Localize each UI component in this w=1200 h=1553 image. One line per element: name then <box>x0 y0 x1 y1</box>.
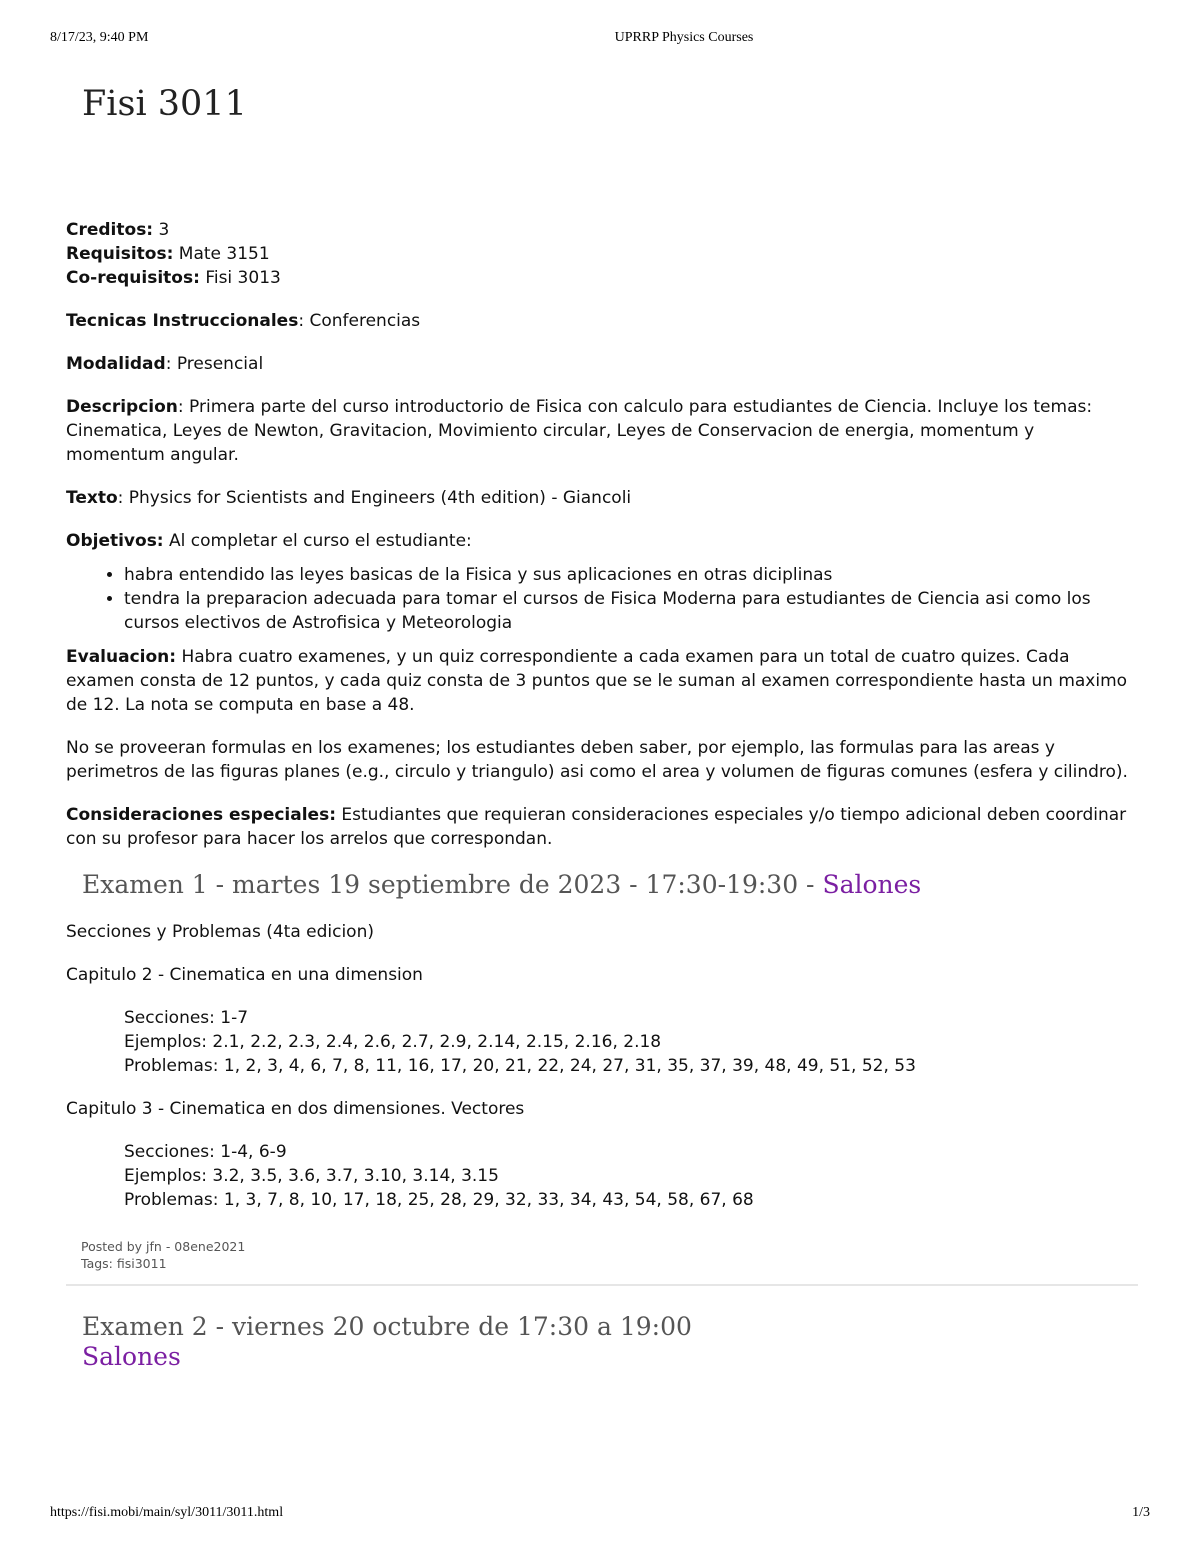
course-info-block <box>66 218 1136 290</box>
chapter-problemas: Problemas: 1, 2, 3, 4, 6, 7, 8, 11, 16, 17, 20, 21, 22, 24, 27, 31, 35, 37, 39, 48, 49, 51, 52, 53 <box>124 1056 916 1076</box>
objetivos-label: Objetivos: <box>66 531 164 551</box>
corequisitos-label: Co-requisitos: <box>66 268 200 288</box>
objetivos-list <box>66 563 1136 635</box>
descripcion-label: Descripcion <box>66 397 178 417</box>
objetivos-row <box>66 529 1136 553</box>
evaluacion-label: Evaluacion: <box>66 647 177 667</box>
print-footer <box>0 1505 1200 1525</box>
print-url: https://fisi.mobi/main/syl/3011/3011.html <box>50 1505 284 1520</box>
chapter-problemas: Problemas: 1, 3, 7, 8, 10, 17, 18, 25, 28, 29, 32, 33, 34, 43, 54, 58, 67, 68 <box>124 1190 754 1210</box>
course-content <box>66 218 1136 1372</box>
divider <box>66 1284 1138 1286</box>
print-datetime: 8/17/23, 9:40 PM <box>50 30 149 45</box>
tecnicas-value: : Conferencias <box>298 311 421 331</box>
requisitos-label: Requisitos: <box>66 244 174 264</box>
page-title: Fisi 3011 <box>82 84 247 124</box>
exam1-intro: Secciones y Problemas (4ta edicion) <box>66 922 374 942</box>
exam2-heading-text: Examen 2 - viernes 20 octubre de 17:30 a 19:00 <box>82 1312 692 1341</box>
objetivos-value: Al completar el curso el estudiante: <box>163 531 472 551</box>
requisitos-value: Mate 3151 <box>178 244 270 264</box>
chapter-title: Capitulo 3 - Cinematica en dos dimensiones. Vectores <box>66 1099 525 1119</box>
texto-value: : Physics for Scientists and Engineers (4th edition) - Giancoli <box>117 488 632 508</box>
exam1-salones-link[interactable]: Salones <box>822 870 922 899</box>
texto-label: Texto <box>66 488 118 508</box>
chapter-details <box>66 1140 1136 1212</box>
post-tags: Tags: fisi3011 <box>81 1256 167 1271</box>
post-meta <box>66 1238 1136 1272</box>
evaluacion-value: Habra cuatro examenes, y un quiz correspondiente a cada examen para un total de cuatro quizes. Cada examen consta de 12 puntos, y cada quiz consta de 3 puntos que se le suman al examen correspondiente hasta un maximo de 12. La nota se computa en base a 48. <box>66 647 1128 715</box>
consideraciones-label: Consideraciones especiales: <box>66 805 337 825</box>
descripcion-value: : Primera parte del curso introductorio de Fisica con calculo para estudiantes de Ciencia. Incluye los temas: Cinematica, Leyes de Newton, Gravitacion, Movimiento circular, Leyes de Conservacion de energia, momentum y momentum angular. <box>66 397 1093 465</box>
consideraciones-row <box>66 803 1136 851</box>
print-page-number: 1/3 <box>1132 1505 1150 1520</box>
chapter-details <box>66 1006 1136 1078</box>
chapter-secciones: Secciones: 1-4, 6-9 <box>124 1142 287 1162</box>
modalidad-value: : Presencial <box>165 354 264 374</box>
formulas-note: No se proveeran formulas en los examenes; los estudiantes deben saber, por ejemplo, las formulas para las areas y perimetros de las figuras planes (e.g., circulo y triangulo) asi como el area y volumen de figuras comunes (esfera y cilindro). <box>66 738 1128 782</box>
list-item: • habra entendido las leyes basicas de la Fisica y sus aplicaciones en otras diciplinas <box>124 563 1136 587</box>
corequisitos-value: Fisi 3013 <box>205 268 281 288</box>
creditos-value: 3 <box>158 220 170 240</box>
chapter-title: Capitulo 2 - Cinematica en una dimension <box>66 965 423 985</box>
print-header <box>0 30 1200 50</box>
descripcion-row <box>66 395 1136 467</box>
posted-by: Posted by jfn - 08ene2021 <box>81 1239 246 1254</box>
modalidad-label: Modalidad <box>66 354 166 374</box>
list-item: • tendra la preparacion adecuada para tomar el cursos de Fisica Moderna para estudiantes de Ciencia asi como los cursos electivos de Astrofisica y Meteorologia <box>124 587 1136 635</box>
texto-row <box>66 486 1136 510</box>
chapter-secciones: Secciones: 1-7 <box>124 1008 249 1028</box>
exam1-heading-text: Examen 1 - martes 19 septiembre de 2023 - 17:30-19:30 - <box>82 870 823 899</box>
tecnicas-label: Tecnicas Instruccionales <box>66 311 299 331</box>
exam2-salones-link[interactable]: Salones <box>82 1342 181 1371</box>
tecnicas-row <box>66 309 1136 333</box>
print-page-title: UPRRP Physics Courses <box>614 30 754 45</box>
creditos-label: Creditos: <box>66 220 154 240</box>
evaluacion-row <box>66 645 1136 717</box>
exam2-heading <box>66 1312 1136 1372</box>
exam1-heading <box>66 870 1136 900</box>
consideraciones-value: Estudiantes que requieran consideraciones especiales y/o tiempo adicional deben coordinar con su profesor para hacer los arrelos que correspondan. <box>66 805 1127 849</box>
modalidad-row <box>66 352 1136 376</box>
chapter-ejemplos: Ejemplos: 3.2, 3.5, 3.6, 3.7, 3.10, 3.14, 3.15 <box>124 1166 499 1186</box>
chapter-ejemplos: Ejemplos: 2.1, 2.2, 2.3, 2.4, 2.6, 2.7, 2.9, 2.14, 2.15, 2.16, 2.18 <box>124 1032 662 1052</box>
